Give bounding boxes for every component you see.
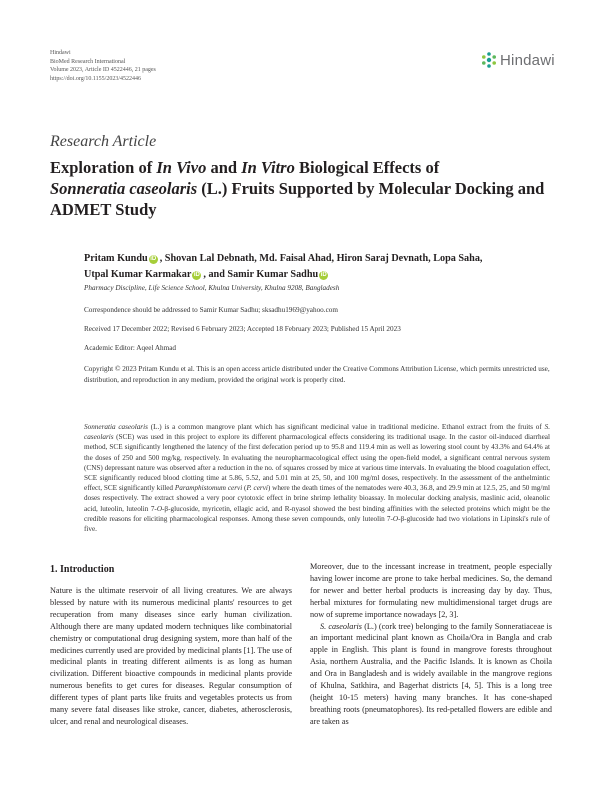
author-name: Utpal Kumar Karmakar [84,269,192,280]
article-type: Research Article [50,133,157,150]
orcid-icon[interactable]: iD [320,272,327,278]
body-column-right [310,561,552,728]
paragraph: Nature is the ultimate reservoir of all living creatures. We are always blessed by nature with its numerous medicinal plants' resources to get recuperation from many diseases since early human civilization. Although there are many updated modern techniques like combinatorial chemistry or computational drug designing system, more than half of the medicines currently used are provided by medicinal plants [1]. The use of medicinal plants in treating different ailments is as long as human civilization. Different bioactive compounds in medicinal plants provide numerous benefits to get cures for diseases. Regular consumption of different types of plant parts like fruits and vegetables protects us from many severe fatal diseases like stroke, cancer, diabetes, atherosclerosis, ulcer, and renal and neurological diseases. [50,586,292,726]
author-name: , and Samir Kumar Sadhu [203,269,319,280]
publisher: Hindawi [50,50,71,56]
body-column-left [50,585,292,728]
hindawi-logo-icon [480,51,498,69]
article-dates: Received 17 December 2022; Revised 6 February 2023; Accepted 18 February 2023; Published 15 April 2023 [84,325,401,333]
academic-editor: Academic Editor: Aqeel Ahmad [84,344,177,352]
author-list [84,251,559,283]
journal-info [50,49,156,83]
doi-link[interactable]: https://doi.org/10.1155/2023/4522446 [50,75,142,82]
affiliation: Pharmacy Discipline, Life Science School, Khulna University, Khulna 9208, Bangladesh [84,284,340,292]
author-name: Pritam Kundu [84,253,148,264]
copyright-notice: Copyright © 2023 Pritam Kundu et al. This is an open access article distributed under the Creative Commons Attribution License, which permits unrestricted use, distribution, and reproduction in any medium, provided the original work is properly cited. [84,365,550,384]
paragraph: Moreover, due to the incessant increase in treatment, people especially having lower income are prone to take herbal medicines. So, the demand for newer and better herbal products is increasing day by day. Thus, herbal mixtures for formulating new multidimensional target drugs are now of supreme importance nowadays [2, 3]. [310,562,552,619]
journal-name: BioMed Research International [50,58,126,65]
author-names: , Shovan Lal Debnath, Md. Faisal Ahad, Hiron Saraj Devnath, Lopa Saha, [159,253,483,264]
hindawi-logo [480,48,555,74]
paragraph: S. caseolaris (L.) (cork tree) belonging to the family Sonneratiaceae is an important medicinal plant known as Choila/Ora in Bangla and crab apple in English. This plant is found in mangrove forests throughout Asia, northern Australia, and the Pacific Islands. It is known as Choila and Ora in Bangladesh and is widely available in the mangrove regions of Khulna, Satkhira, and Bagerhat districts [4, 5]. This is a long tree (height 10-15 meters) having many branches. It has cone-shaped breathing roots (pneumatophores). Its red-petalled flowers are edible and are taken as [310,621,552,726]
orcid-icon[interactable]: iD [150,256,157,262]
paper-title: Exploration of In Vivo and In Vitro Biological Effects of Sonneratia caseolaris (L.) Fruits Supported by Molecular Docking and ADMET Study [50,158,545,219]
logo-wordmark: Hindawi [500,52,555,69]
section-heading: 1. Introduction [50,564,115,575]
orcid-icon[interactable]: iD [193,272,200,278]
volume-line: Volume 2023, Article ID 4522446, 21 pages [50,67,156,74]
abstract: Sonneratia caseolaris (L.) is a common mangrove plant which has significant medicinal value in traditional medicine. Ethanol extract from the fruits of S. caseolaris (SCE) was used in this project to explore its different pharmacological effects considering its traditional usage. In the castor oil-induced diarrheal method, SCE significantly lengthened the latency of the first defecation period up to 95.8 and 119.4 min as well as lowering stool count by 43.3% and 64.4% at the doses of 250 and 500 mg/kg, respectively. In evaluating the neuropharmacological effect using the open-field model, a significant central nervous system (CNS) depressant nature was observed after a reduction in the no. of squares crossed by mice at various time intervals. In evaluating the blood coagulation effect, SCE significantly reduced blood clotting time at 5.86, 5.52, and 5.01 min at 25, 50, and 100 mg/ml doses, respectively. In the assessment of the anthelmintic effect, SCE significantly killed Paramphistomum cervi (P. cervi) where the death times of the nematodes were 40.3, 36.8, and 29.9 min at 12.5, 25, and 50 mg/ml doses respectively. The extract showed a very poor cytotoxic effect in brine shrimp lethality bioassay. In molecular docking analysis, maslinic acid, oleanolic acid, luteolin, luteolin 7-O-β-glucoside, myricetin, ellagic acid, and R-nyasol showed the best binding affinities with the selected proteins which might be the credible reasons for eliciting pharmacological responses. Among these seven compounds, only luteolin 7-O-β-glucoside had two violations in Lipinski's rule of five. [84,423,550,534]
correspondence: Correspondence should be addressed to Samir Kumar Sadhu; sksadhu1969@yahoo.com [84,306,338,314]
